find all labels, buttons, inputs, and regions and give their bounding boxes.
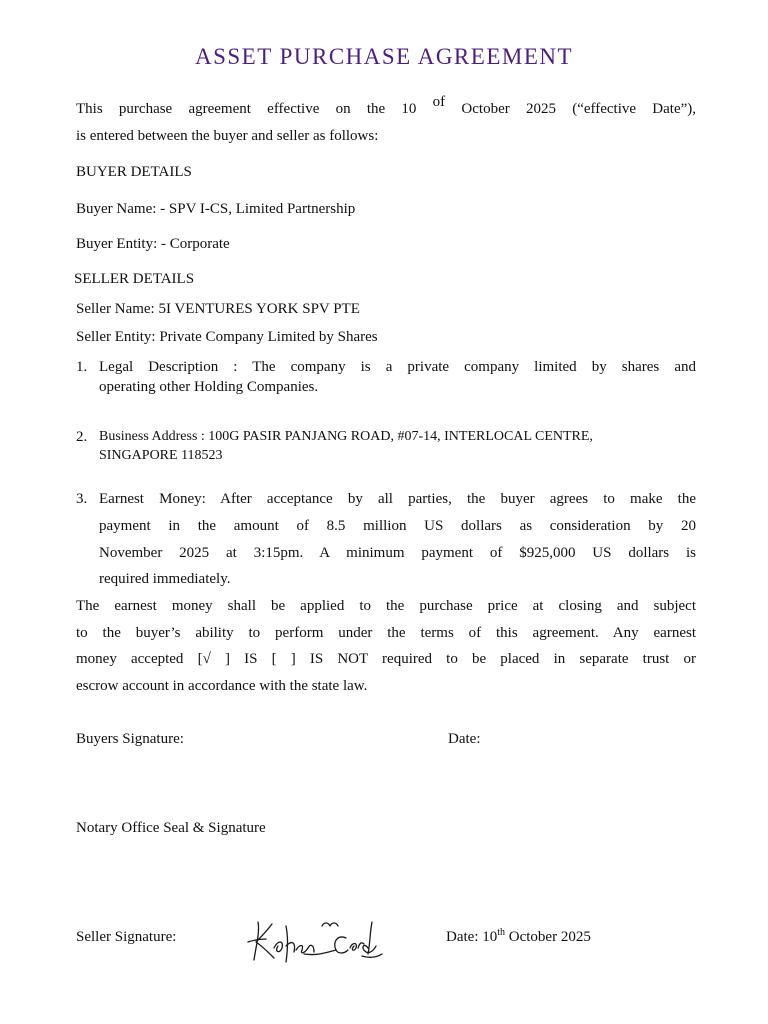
item-2-number: 2.: [76, 429, 88, 445]
item-1-line-1: Legal Description : The company is a private company limited by shares and: [99, 359, 696, 375]
item-3-line-3: November 2025 at 3:15pm. A minimum payment of $925,000 US dollars is: [99, 545, 696, 561]
earnest-line-4: escrow account in accordance with the state law.: [76, 678, 368, 694]
intro-of: of: [432, 94, 446, 110]
intro-line-1: [76, 96, 696, 123]
seller-heading: SELLER DETAILS: [74, 271, 195, 287]
item-1-line-2: operating other Holding Companies.: [99, 379, 319, 395]
earnest-line-3: money accepted [√ ] IS [ ] IS NOT required to be placed in separate trust or: [76, 651, 696, 667]
item-2-line-2: SINGAPORE 118523: [99, 448, 223, 463]
buyers-date-label: Date:: [448, 731, 481, 747]
seller-date-ordinal: th: [497, 927, 506, 938]
intro-line-2: is entered between the buyer and seller as follows:: [76, 128, 379, 144]
item-2-line-1: Business Address : 100G PASIR PANJANG ROAD, #07-14, INTERLOCAL CENTRE,: [99, 429, 593, 444]
buyer-entity: Buyer Entity: - Corporate: [76, 236, 230, 252]
handwritten-signature: [244, 912, 384, 968]
seller-signature-label: Seller Signature:: [76, 929, 177, 945]
seller-date-suffix: October 2025: [505, 929, 591, 945]
document-title: ASSET PURCHASE AGREEMENT: [194, 44, 574, 69]
notary-label: Notary Office Seal & Signature: [76, 820, 266, 836]
seller-entity: Seller Entity: Private Company Limited by Shares: [76, 329, 378, 345]
seller-name: Seller Name: 5I VENTURES YORK SPV PTE: [76, 301, 360, 317]
earnest-line-1: The earnest money shall be applied to the purchase price at closing and subject: [76, 598, 696, 614]
earnest-line-2: to the buyer’s ability to perform under the terms of this agreement. Any earnest: [76, 625, 696, 641]
intro-part-2: October 2025 (“effective Date”),: [461, 101, 697, 117]
buyer-heading: BUYER DETAILS: [76, 164, 192, 180]
item-3-line-4: required immediately.: [99, 571, 231, 587]
item-1-number: 1.: [76, 359, 88, 375]
item-3-line-1: Earnest Money: After acceptance by all parties, the buyer agrees to make the: [99, 491, 696, 507]
buyers-signature-label: Buyers Signature:: [76, 731, 184, 747]
item-3-line-2: payment in the amount of 8.5 million US dollars as consideration by 20: [99, 518, 696, 534]
seller-date: [446, 924, 591, 951]
buyer-name: Buyer Name: - SPV I-CS, Limited Partnership: [76, 201, 356, 217]
seller-date-prefix: Date: 10: [446, 929, 498, 945]
item-3-number: 3.: [76, 491, 88, 507]
intro-part-1: This purchase agreement effective on the 10: [76, 101, 417, 117]
